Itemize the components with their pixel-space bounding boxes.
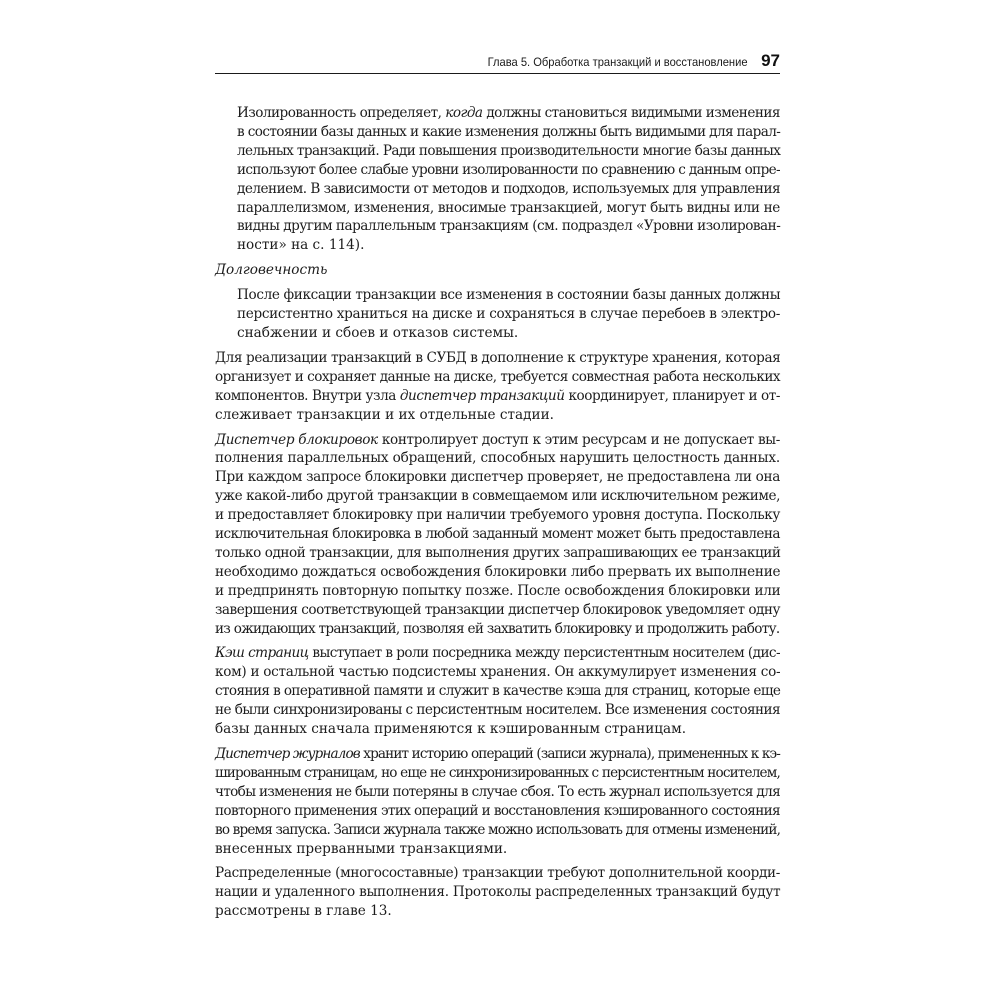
body-text [215, 104, 780, 921]
text-line: Изолированность определяет, когда должны становиться видимыми изменения [237, 105, 780, 121]
text-line: видны другим параллельным транзакциям (см. подраздел «Уровни изолирован- [237, 218, 781, 235]
text-line: рассмотрены в главе 13. [215, 903, 392, 920]
isolation-definition [237, 104, 780, 255]
text-line: во время запуска. Записи журнала также можно использовать для отмены изменений, [215, 821, 781, 838]
running-header [215, 46, 780, 74]
text-line: повторного применения этих операций и восстановления кэшированного состояния [215, 802, 780, 819]
text-line: Диспетчер журналов хранит историю операций (записи журнала), примененных к кэ- [215, 746, 780, 762]
text-line: завершения соответствующей транзакции диспетчер блокировок уведомляет одну [215, 601, 781, 618]
text-line: Диспетчер блокировок контролирует доступ к этим ресурсам и не допускает вы- [215, 431, 780, 448]
text-line: Для реализации транзакций в СУБД в дополнение к структуре хранения, которая [215, 349, 781, 366]
text-line: не были синхронизированы с персистентным носителем. Все изменения состояния [215, 702, 781, 719]
term-log-manager: Диспетчер журналов [215, 746, 360, 762]
text-line: внесенных прерванными транзакциями. [215, 840, 508, 857]
text-line: базы данных сначала применяются к кэшированным страницам. [215, 721, 687, 738]
chapter-title: Глава 5. Обработка транзакций и восстановление [487, 55, 748, 69]
text-line: только одной транзакции, для выполнения других запрашивающих ее транзакций [215, 544, 781, 561]
text-line: нации и удаленного выполнения. Протоколы распределенных транзакций будут [215, 884, 781, 901]
text-line: исключительная блокировка в любой заданный момент может быть предоставлена [215, 526, 780, 543]
paragraph-page-cache [215, 644, 780, 739]
text-line: из ожидающих транзакций, позволяя ей захватить блокировку и продолжить работу. [215, 620, 780, 637]
text-line: организует и сохраняет данные на диске, требуется совместная работа нескольких [215, 368, 780, 385]
text-line: шированным страницам, но еще не синхронизированных с персистентным носителем, [215, 764, 780, 781]
text-line: Распределенные (многосоставные) транзакции требуют дополнительной коорди- [215, 865, 780, 882]
text-line: При каждом запросе блокировки диспетчер проверяет, не предоставлена ли она [215, 469, 780, 486]
text-line: снабжении и сбоев и отказов системы. [237, 324, 519, 341]
text-line: необходимо дождаться освобождения блокировки либо прервать их выполнение [215, 563, 781, 580]
text-line: Кэш страниц выступает в роли посредника между персистентным носителем (дис- [215, 645, 780, 662]
text-line: и предпринять повторную попытку позже. После освобождения блокировки или [215, 582, 781, 599]
text-line: ности» на с. 114). [237, 237, 365, 254]
text-line: уже какой-либо другой транзакции в совмещаемом или исключительном режиме, [215, 488, 780, 505]
text-line: стояния в оперативной памяти и служит в качестве кэша для страниц, которые еще [215, 683, 781, 700]
text-line: слеживает транзакции и их отдельные стадии. [215, 406, 554, 423]
durability-definition [237, 286, 780, 343]
paragraph-dbms-components [215, 349, 780, 425]
term-transaction-manager: диспетчер транзакций [399, 387, 565, 404]
text-line: параллелизмом, изменения, вносимые транзакцией, могут быть видны или не [237, 199, 780, 216]
term-page-cache: Кэш страниц [215, 645, 309, 662]
text-line: и предоставляет блокировку при наличии требуемого уровня доступа. Поскольку [215, 507, 780, 524]
text-line: компонентов. Внутри узла диспетчер транзакций координирует, планирует и от- [215, 387, 780, 404]
paragraph-log-manager [215, 745, 780, 858]
text-line: используют более слабые уровни изолированности по сравнению с данным опре- [237, 161, 780, 178]
text-line: чтобы изменения не были потеряны в случае сбоя. То есть журнал используется для [215, 783, 780, 800]
page-number: 97 [761, 51, 780, 70]
text-line: После фиксации транзакции все изменения в состоянии базы данных должны [237, 287, 781, 304]
term-lock-manager: Диспетчер блокировок [215, 431, 378, 448]
durability-heading: Долговечность [215, 262, 328, 279]
paragraph-distributed [215, 864, 780, 921]
text-line: делением. В зависимости от методов и подходов, используемых для управления [237, 180, 781, 197]
text-line: персистентно храниться на диске и сохраняться в случае перебоев в электро- [237, 306, 780, 323]
text-line: в состоянии базы данных и какие изменения должны быть видимыми для парал- [237, 123, 781, 140]
paragraph-lock-manager [215, 431, 780, 639]
text-line: полнения параллельных обращений, способных нарушить целостность данных. [215, 450, 780, 467]
text-line: лельных транзакций. Ради повышения производительности многие базы данных [237, 142, 781, 159]
text-line: ком) и остальной частью подсистемы хранения. Он аккумулирует изменения со- [215, 664, 781, 681]
emphasis-when: когда [445, 105, 483, 121]
